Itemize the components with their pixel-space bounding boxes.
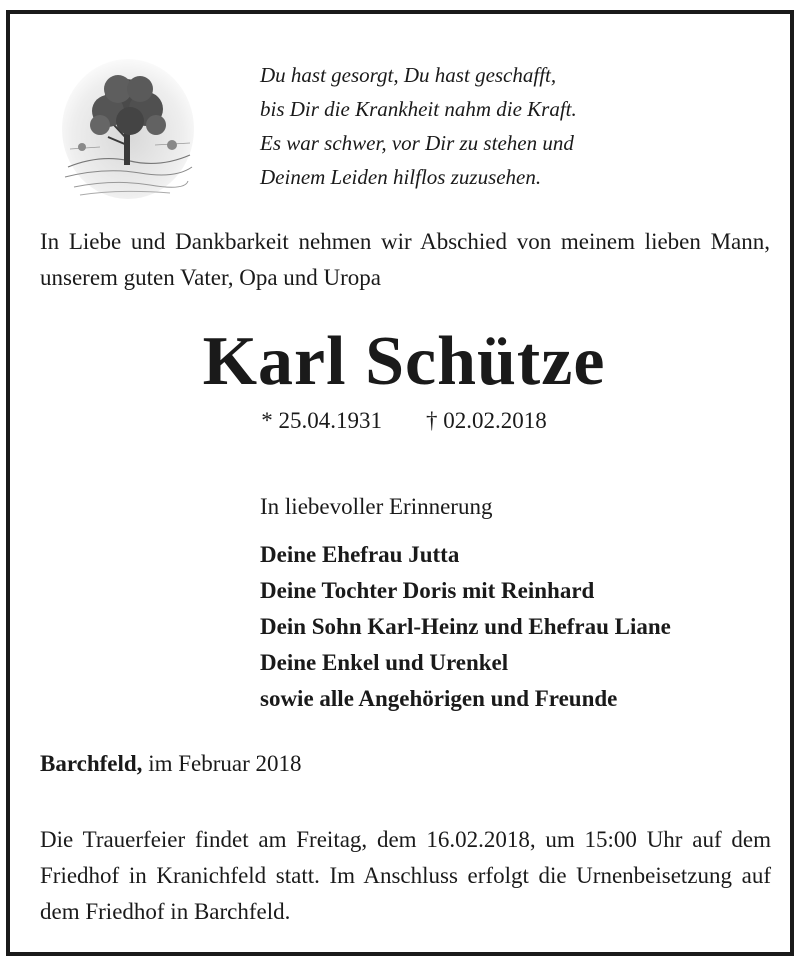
family-member: Dein Sohn Karl-Heinz und Ehefrau Liane — [260, 614, 671, 639]
family-member: Deine Enkel und Urenkel — [260, 650, 509, 675]
family-member: Deine Ehefrau Jutta — [260, 542, 460, 567]
poem-line: Es war schwer, vor Dir zu stehen und — [260, 131, 574, 155]
funeral-service-info: Die Trauerfeier findet am Freitag, dem 16.02.2018, um 15:00 Uhr auf dem Friedhof in Kranichfeld statt. Im Anschluss erfolgt die Urnenbeisetzung auf dem Friedhof in Barchfeld. — [40, 827, 771, 924]
date: im Februar 2018 — [148, 751, 302, 776]
intro-text: In Liebe und Dankbarkeit nehmen wir Abschied von meinem lieben Mann, unserem guten Vater, Opa und Uropa — [40, 229, 770, 290]
poem-line: Deinem Leiden hilflos zuzusehen. — [260, 165, 542, 189]
poem — [260, 58, 760, 194]
family-intro: In liebevoller Erinnerung — [260, 494, 493, 519]
tree-illustration — [60, 49, 195, 199]
life-dates — [10, 404, 798, 438]
place-date — [40, 746, 740, 782]
obituary-notice — [6, 10, 794, 956]
birth-date: * 25.04.1931 — [261, 408, 382, 433]
family-member: Deine Tochter Doris mit Reinhard — [260, 578, 595, 603]
poem-line: bis Dir die Krankheit nahm die Kraft. — [260, 97, 577, 121]
place: Barchfeld, — [40, 751, 143, 776]
poem-line: Du hast gesorgt, Du hast geschafft, — [260, 63, 557, 87]
deceased-name: Karl Schütze — [202, 323, 606, 400]
death-date: † 02.02.2018 — [426, 408, 547, 433]
family-member: sowie alle Angehörigen und Freunde — [260, 686, 618, 711]
family-signature — [260, 489, 780, 717]
